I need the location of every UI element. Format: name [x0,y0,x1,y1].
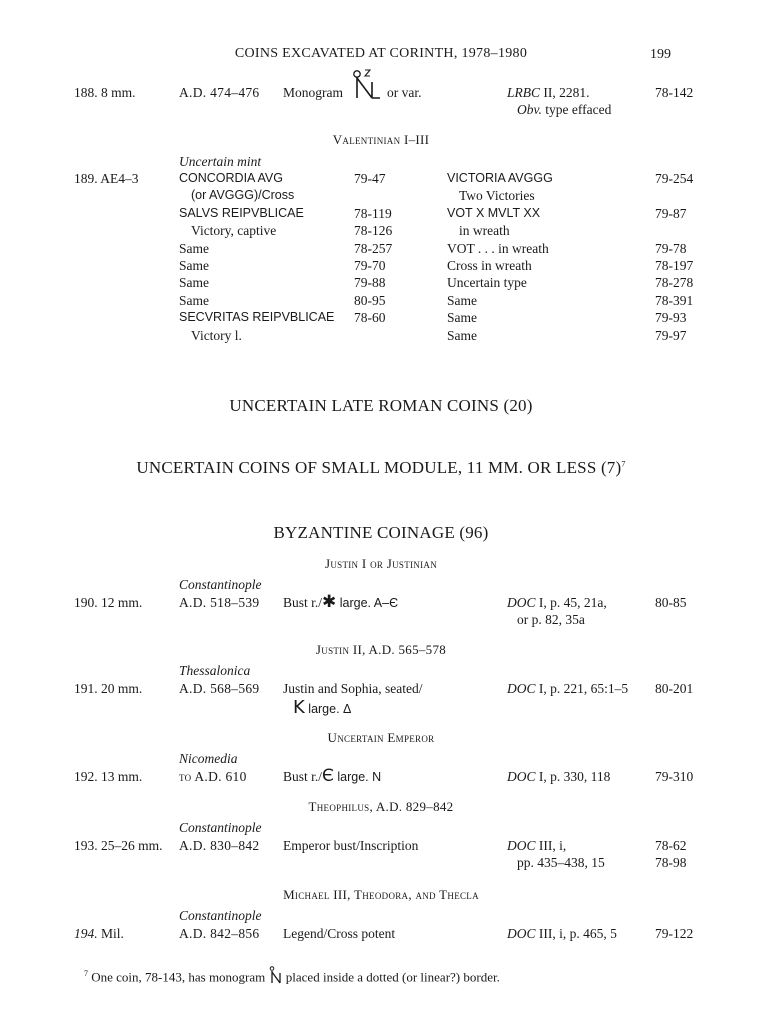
byzantine-entry-number: 190. 12 mm. [74,595,143,610]
entry-189-left-inventory: 78-119 [354,205,392,221]
byzantine-inventory: 80-85 [655,595,687,610]
reference-detail: III, i, p. 465, 5 [535,926,617,941]
byzantine-ruler-heading: Michael III, Theodora, and Thecla [283,887,479,902]
running-head: COINS EXCAVATED AT CORINTH, 1978–1980 [234,46,528,61]
footnote [84,965,500,985]
byzantine-mint: Constantinople [179,820,262,835]
entry-189-number: 189. AE4–3 [74,171,139,186]
section-uncertain-late-roman: UNCERTAIN LATE ROMAN COINS (20) [229,396,533,415]
byzantine-ruler-heading: Uncertain Emperor [327,730,435,745]
entry-189-right-legend: VICTORIA AVGGG [447,171,553,185]
page-number: 199 [650,47,671,62]
byzantine-entry-number: 192. 13 mm. [74,769,143,784]
entry-189-left-inventory: 80-95 [354,292,386,308]
byzantine-inventory: 78-62 [655,838,687,853]
type-text: Emperor bust/Inscription [283,838,419,853]
entry-189-left-inventory: 78-257 [354,240,393,256]
entry-189-left-inventory: 79-47 [354,171,386,186]
byzantine-mint: Constantinople [179,577,262,592]
entry-188-note [517,101,611,118]
entry-189-left-legend: SECVRITAS REIPVBLICAE [179,310,335,325]
type-text: Justin and Sophia, seated/ [283,681,423,696]
monogram-small-icon [269,966,283,984]
footnote-text-before: One coin, 78-143, has monogram [88,969,266,985]
entry-189-right-legend: VOT X MVLT XX [447,205,541,220]
entry-189-right-inventory: 79-78 [655,240,687,256]
byzantine-date: A.D. 518–539 [179,595,260,610]
byzantine-type [283,594,398,612]
section-uncertain-small-title: UNCERTAIN COINS OF SMALL MODULE, 11 MM. OR LESS (7) [136,458,622,477]
reference-abbrev: DOC [507,769,536,784]
entry-189-right-legend: Same [447,292,477,308]
byzantine-reference [507,768,610,785]
entry-189-right-legend: Same [447,310,477,326]
reference-detail: I, p. 330, 118 [535,769,611,784]
entry-189-left-legend: Same [179,240,209,256]
type-text-rest: large. A–Є [336,596,399,610]
entry-189-right-inventory: 78-278 [655,275,694,291]
entry-188-date: A.D. 474–476 [179,85,260,100]
type-text-rest: large. Δ [304,702,352,716]
byzantine-reference [507,594,607,611]
type-text: Bust r./ [283,769,323,784]
entry-189-left-legend: CONCORDIA AVG [179,171,283,185]
entry-188-note-text: type effaced [541,102,612,117]
byzantine-date: to A.D. 610 [179,769,247,784]
byzantine-mint: Nicomedia [179,751,238,766]
byzantine-reference [507,837,566,854]
entry-189-left-legend: (or AVGGG)/Cross [191,188,295,203]
type-glyph-icon: K [293,697,305,718]
section-heading-valentinian: Valentinian I–III [332,132,430,147]
entry-189-right-inventory: 78-197 [655,258,694,273]
entry-189-left-legend: SALVS REIPVBLICAE [179,205,304,220]
entry-188-ref-abbrev: LRBC [507,85,541,100]
type-text: Legend/Cross potent [283,926,396,941]
reference-detail: III, i, [535,838,567,853]
entry-188-ref-detail: II, 2281. [540,85,590,100]
entry-189-right-inventory: 79-93 [655,310,687,326]
byzantine-ruler-heading: Justin II, A.D. 565–578 [315,642,447,657]
reference-detail: I, p. 221, 65:1–5 [535,681,629,696]
entry-188-inventory: 78-142 [655,85,694,100]
entry-189-right-inventory: 79-254 [655,171,694,186]
byzantine-mint: Thessalonica [179,663,251,678]
entry-188-variant: or var. [387,85,422,100]
footnote-text-after: placed inside a dotted (or linear?) border. [285,969,500,985]
footnote-mark: 7 [84,969,88,978]
entry-189-right-legend: Two Victories [459,188,535,204]
byzantine-reference-line2: pp. 435–438, 15 [517,855,605,870]
byzantine-reference-line2: or p. 82, 35a [517,612,585,627]
entry-189-left-legend: Victory, captive [191,223,277,239]
reference-abbrev: DOC [507,681,536,696]
entry-189-right-inventory: 78-391 [655,292,694,308]
byzantine-inventory: 79-310 [655,769,694,784]
entry-189-left-inventory: 79-70 [354,258,386,273]
entry-number-italic: 194. [74,926,98,941]
entry-189-right-legend: in wreath [459,223,510,239]
byzantine-entry-number: 193. 25–26 mm. [74,838,163,853]
reference-abbrev: DOC [507,838,536,853]
entry-189-right-legend: Uncertain type [447,275,527,291]
entry-number-rest: Mil. [97,926,124,941]
byzantine-reference [507,680,628,697]
entry-189-right-inventory: 79-97 [655,327,687,343]
byzantine-inventory: 79-122 [655,926,694,941]
entry-188-number: 188. 8 mm. [74,85,136,100]
byzantine-type [283,680,422,697]
byzantine-inventory: 80-201 [655,681,694,696]
reference-detail: I, p. 45, 21a, [535,595,607,610]
reference-abbrev: DOC [507,595,536,610]
entry-189-left-legend: Same [179,292,209,308]
footnote-reference: 7 [621,459,626,469]
entry-189-left-legend: Same [179,258,209,273]
monogram-icon [346,68,386,102]
byzantine-entry-number [74,925,124,942]
byzantine-type [283,768,381,786]
entry-189-left-inventory: 78-60 [354,310,386,326]
byzantine-reference [507,925,617,942]
entry-188-reference [507,84,590,101]
byzantine-entry-number: 191. 20 mm. [74,681,143,696]
section-byzantine-coinage: BYZANTINE COINAGE (96) [273,523,489,542]
entry-189-left-legend: Victory l. [191,327,242,343]
entry-188-note-abbrev: Obv. [517,102,542,117]
entry-189-left-legend: Same [179,275,209,291]
byzantine-inventory-2: 78-98 [655,855,687,870]
byzantine-type-line2 [293,699,351,718]
byzantine-ruler-heading: Theophilus, A.D. 829–842 [308,799,454,814]
type-glyph-icon: ✱ [322,592,337,612]
byzantine-date: A.D. 568–569 [179,681,260,696]
reference-abbrev: DOC [507,926,536,941]
entry-189-right-inventory: 79-87 [655,205,687,221]
entry-189-left-inventory: 78-126 [354,223,393,239]
byzantine-ruler-heading: Justin I or Justinian [325,556,437,571]
entry-189-right-legend: Cross in wreath [447,258,532,273]
byzantine-date: A.D. 842–856 [179,926,260,941]
entry-189-right-legend: Same [447,327,477,343]
type-glyph-icon: Є [322,766,334,786]
byzantine-date: A.D. 830–842 [179,838,260,853]
entry-189-mint: Uncertain mint [179,154,262,169]
entry-188-type: Monogram [283,85,343,100]
byzantine-type [283,837,418,854]
entry-189-right-legend: VOT . . . in wreath [447,240,549,256]
type-text: Bust r./ [283,595,323,610]
byzantine-type [283,925,395,942]
entry-189-left-inventory: 79-88 [354,275,386,291]
byzantine-mint: Constantinople [179,908,262,923]
section-uncertain-small-module [0,458,762,478]
type-text-rest: large. N [333,770,382,784]
